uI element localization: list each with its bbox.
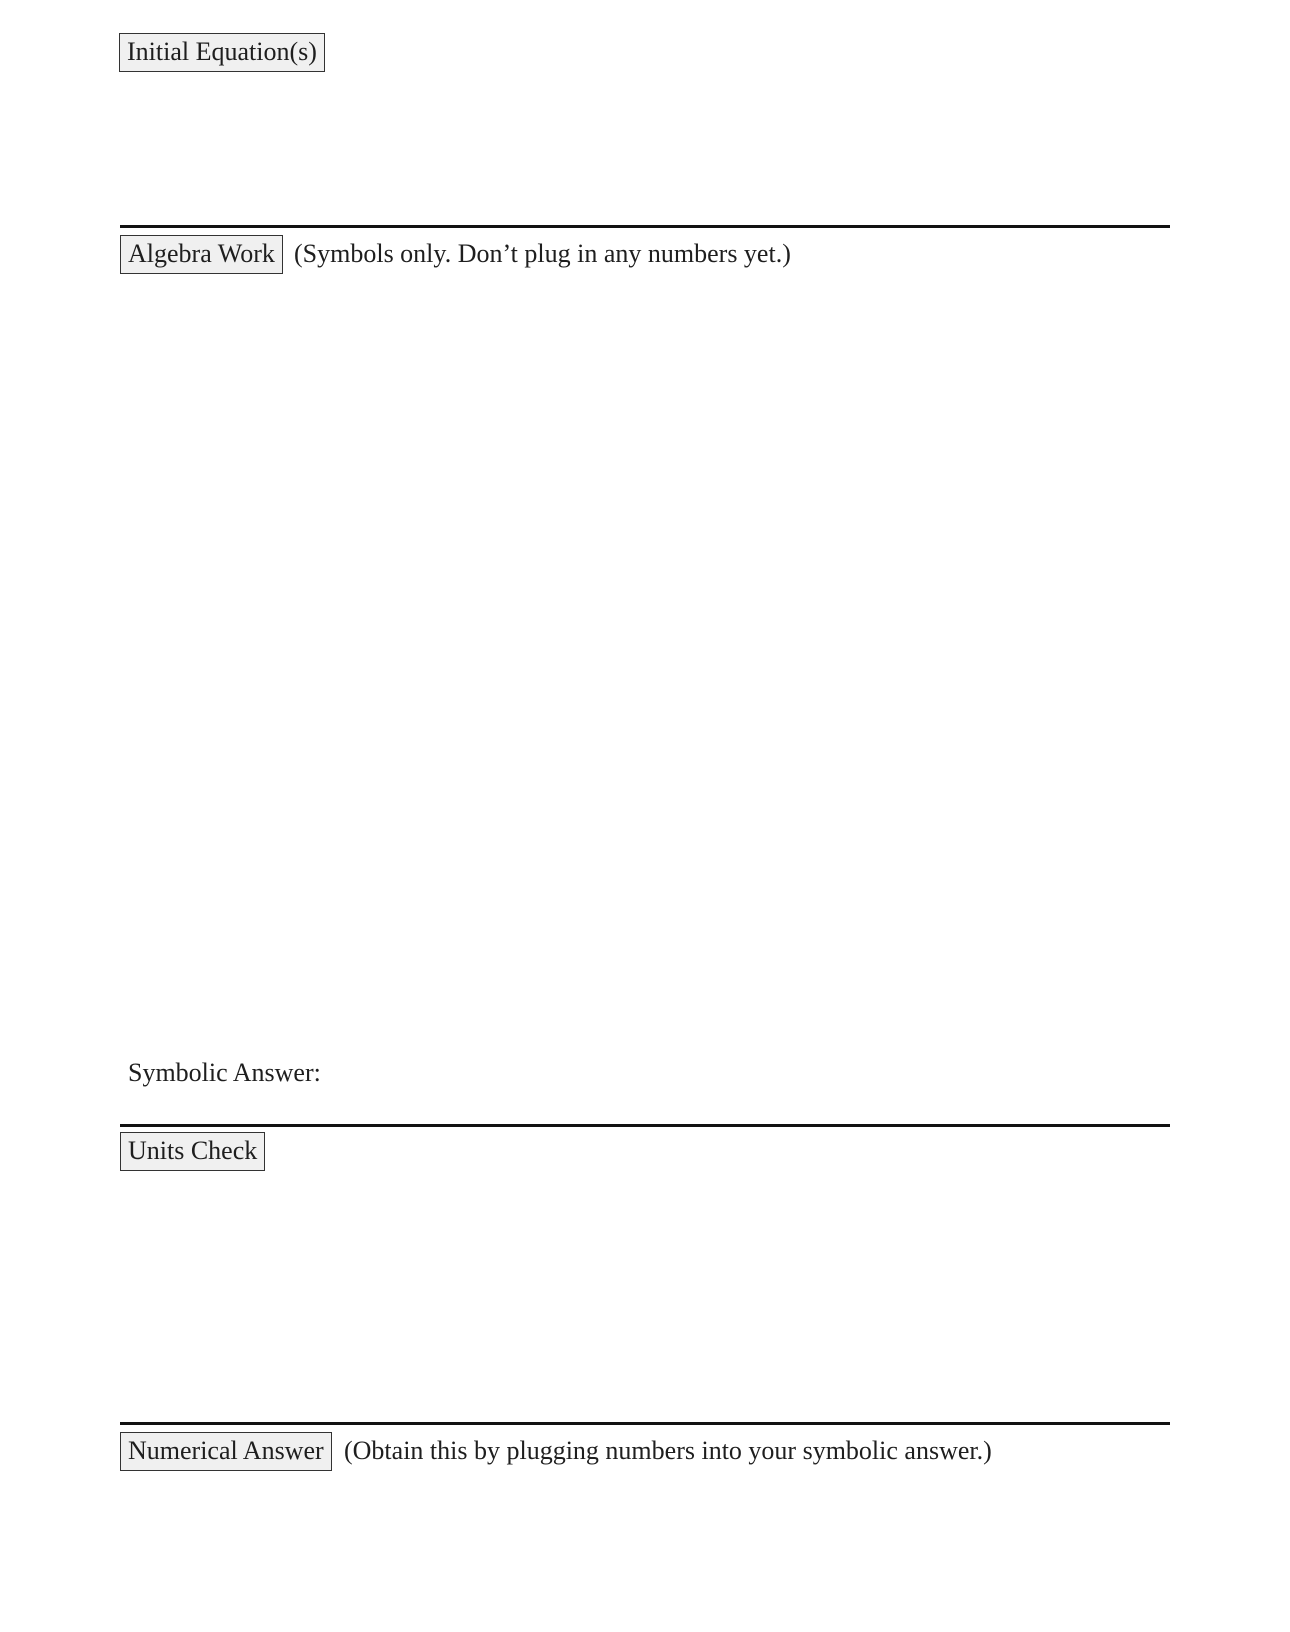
symbolic-answer-label: Symbolic Answer: xyxy=(128,1058,321,1087)
algebra-work-instruction: (Symbols only. Don’t plug in any numbers yet.) xyxy=(294,239,791,268)
numerical-answer-instruction: (Obtain this by plugging numbers into your symbolic answer.) xyxy=(344,1436,992,1465)
numerical-answer-label: Numerical Answer xyxy=(120,1432,332,1471)
section-divider-3 xyxy=(120,1422,1170,1425)
initial-equations-label: Initial Equation(s) xyxy=(119,33,325,72)
algebra-work-label: Algebra Work xyxy=(120,235,283,274)
units-check-label: Units Check xyxy=(120,1132,265,1171)
section-divider-2 xyxy=(120,1124,1170,1127)
section-divider-1 xyxy=(120,225,1170,228)
